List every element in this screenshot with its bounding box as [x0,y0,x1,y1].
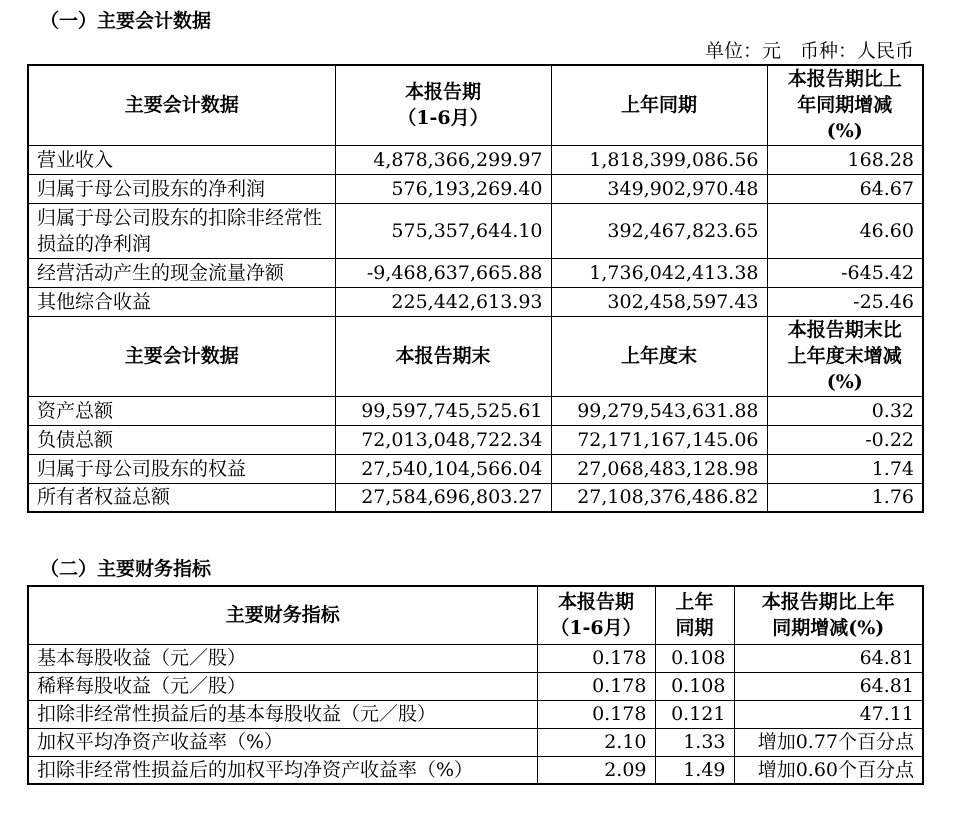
current-value: 4,878,366,299.97 [335,145,551,174]
current-value: 0.178 [537,700,655,728]
row-label: 负债总额 [28,425,335,454]
change-value: 1.74 [767,454,923,483]
row-label: 归属于母公司股东的扣除非经常性损益的净利润 [28,203,335,258]
row-label: 营业收入 [28,145,335,174]
current-value: 2.09 [537,756,655,784]
current-value: 27,540,104,566.04 [335,454,551,483]
accounting-data-table [27,64,924,513]
current-value: 575,357,644.10 [335,203,551,258]
row-label: 所有者权益总额 [28,483,335,512]
header-cell: 上年度末 [551,316,767,396]
current-value: -9,468,637,665.88 [335,258,551,287]
header-cell: 主要会计数据 [28,65,335,145]
table-row [28,145,923,174]
header-cell: 主要财务指标 [28,586,537,644]
table-row [28,174,923,203]
row-label: 归属于母公司股东的净利润 [28,174,335,203]
previous-value: 0.108 [655,644,734,672]
table-row [28,700,923,728]
current-value: 72,013,048,722.34 [335,425,551,454]
previous-value: 1,818,399,086.56 [551,145,767,174]
previous-value: 99,279,543,631.88 [551,396,767,425]
previous-value: 0.108 [655,672,734,700]
previous-value: 392,467,823.65 [551,203,767,258]
row-label: 其他综合收益 [28,287,335,316]
previous-value: 27,068,483,128.98 [551,454,767,483]
row-label: 经营活动产生的现金流量净额 [28,258,335,287]
row-label: 归属于母公司股东的权益 [28,454,335,483]
change-value: 47.11 [734,700,923,728]
change-value: 168.28 [767,145,923,174]
table-row [28,483,923,512]
section1-heading: （一）主要会计数据 [40,10,212,32]
change-value: -25.46 [767,287,923,316]
header-cell: 本报告期比上年 同期增减(%) [734,586,923,644]
table-header-row [28,316,923,396]
row-label: 稀释每股收益（元／股） [28,672,537,700]
header-cell: 主要会计数据 [28,316,335,396]
row-label: 资产总额 [28,396,335,425]
header-cell: 本报告期末 [335,316,551,396]
header-cell: 本报告期末比 上年度末增减 (%) [767,316,923,396]
current-value: 576,193,269.40 [335,174,551,203]
change-value: 64.67 [767,174,923,203]
previous-value: 72,171,167,145.06 [551,425,767,454]
previous-value: 27,108,376,486.82 [551,483,767,512]
current-value: 2.10 [537,728,655,756]
unit-note: 单位：元 币种：人民币 [704,40,914,62]
change-value: 46.60 [767,203,923,258]
header-cell: 本报告期比上 年同期增减 (%) [767,65,923,145]
row-label: 扣除非经常性损益后的基本每股收益（元／股） [28,700,537,728]
change-value: -645.42 [767,258,923,287]
previous-value: 349,902,970.48 [551,174,767,203]
previous-value: 1.49 [655,756,734,784]
table-row [28,756,923,784]
table-row [28,287,923,316]
table-row [28,258,923,287]
header-cell: 本报告期 （1-6月） [335,65,551,145]
change-value: 64.81 [734,672,923,700]
change-value: 1.76 [767,483,923,512]
current-value: 0.178 [537,644,655,672]
change-value: 64.81 [734,644,923,672]
previous-value: 302,458,597.43 [551,287,767,316]
previous-value: 1,736,042,413.38 [551,258,767,287]
previous-value: 0.121 [655,700,734,728]
row-label: 基本每股收益（元／股） [28,644,537,672]
change-value: 0.32 [767,396,923,425]
table-row [28,425,923,454]
change-value: -0.22 [767,425,923,454]
table-row [28,454,923,483]
header-cell: 本报告期 （1-6月） [537,586,655,644]
table-row [28,644,923,672]
table-header-row [28,586,923,644]
header-cell: 上年同期 [551,65,767,145]
change-value: 增加0.60个百分点 [734,756,923,784]
current-value: 225,442,613.93 [335,287,551,316]
table-header-row [28,65,923,145]
section2-heading: （二）主要财务指标 [40,558,212,580]
current-value: 99,597,745,525.61 [335,396,551,425]
current-value: 27,584,696,803.27 [335,483,551,512]
table-row [28,672,923,700]
row-label: 加权平均净资产收益率（%） [28,728,537,756]
header-cell: 上年 同期 [655,586,734,644]
row-label: 扣除非经常性损益后的加权平均净资产收益率（%） [28,756,537,784]
previous-value: 1.33 [655,728,734,756]
table-row [28,203,923,258]
table-row [28,396,923,425]
change-value: 增加0.77个百分点 [734,728,923,756]
financial-indicators-table [27,585,924,785]
table-row [28,728,923,756]
current-value: 0.178 [537,672,655,700]
